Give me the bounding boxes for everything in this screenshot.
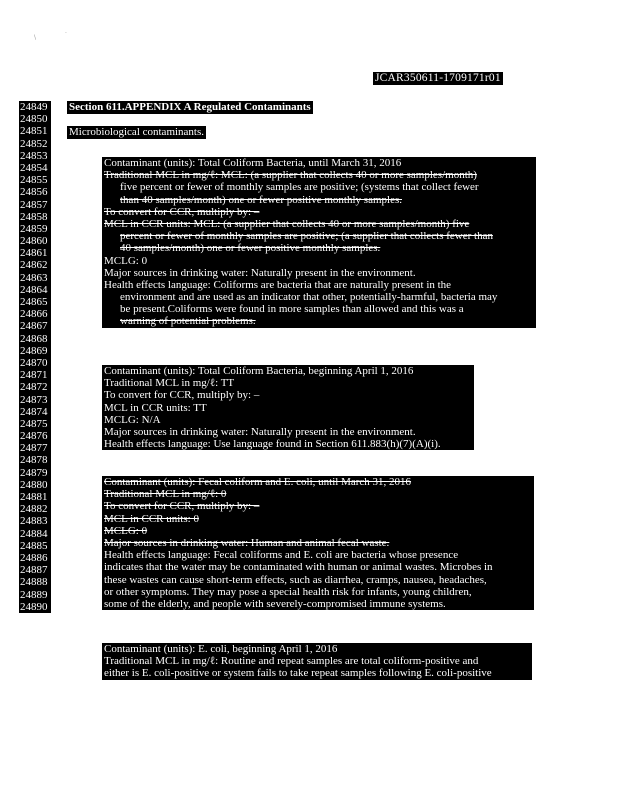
line-number: 24888: [19, 576, 51, 588]
line-number: 24875: [19, 418, 51, 430]
line-number: 24865: [19, 296, 51, 308]
line-number: 24870: [19, 357, 51, 369]
line-number: 24881: [19, 491, 51, 503]
line-number: 24856: [19, 186, 51, 198]
block1-line: 40 samples/month) one or fewer positive monthly samples.: [120, 242, 381, 255]
line-number: 24885: [19, 540, 51, 552]
line-number: 24868: [19, 333, 51, 345]
contaminant-block-total-coliform-from-2016: [102, 365, 474, 450]
line-number: 24857: [19, 199, 51, 211]
line-number: 24884: [19, 528, 51, 540]
line-number: 24858: [19, 211, 51, 223]
line-number: 24849: [19, 101, 51, 113]
block1-line: be present.Coliforms were found in more samples than allowed and this was a: [120, 303, 464, 316]
corner-mark-left: \: [34, 34, 37, 41]
line-number: 24872: [19, 381, 51, 393]
block4-line: Traditional MCL in mg/ℓ: Routine and repeat samples are total coliform-positive and: [104, 655, 479, 668]
line-number: 24878: [19, 454, 51, 466]
block3-line: MCLG: 0: [104, 524, 148, 537]
line-number: 24851: [19, 125, 51, 137]
line-number: 24853: [19, 150, 51, 162]
contaminant-block-fecal-coliform: [102, 476, 534, 610]
line-number: 24850: [19, 113, 51, 125]
block3-line: MCL in CCR units: 0: [104, 512, 199, 525]
corner-marks: [34, 30, 74, 42]
block1-line: percent or fewer of monthly samples are positive; (a supplier that collects fewer than: [120, 230, 493, 243]
line-number: 24882: [19, 503, 51, 515]
line-number: 24879: [19, 467, 51, 479]
line-number: 24886: [19, 552, 51, 564]
block1-line: Major sources in drinking water: Naturally present in the environment.: [104, 266, 416, 279]
block1-line: Health effects language: Coliforms are bacteria that are naturally present in the: [104, 278, 452, 291]
line-number: 24883: [19, 515, 51, 527]
line-number: 24852: [19, 138, 51, 150]
line-number: 24887: [19, 564, 51, 576]
block3-line: Major sources in drinking water: Human and animal fecal waste.: [104, 536, 390, 549]
line-number: 24859: [19, 223, 51, 235]
contaminant-block-total-coliform-until-2016: [102, 157, 536, 328]
block2-line: Major sources in drinking water: Naturally present in the environment.: [104, 425, 416, 438]
line-number: 24862: [19, 259, 51, 271]
block3-line: Traditional MCL in mg/ℓ: 0: [104, 488, 227, 501]
corner-mark-right: ·: [65, 30, 67, 37]
block3-line: indicates that the water may be contaminated with human or animal wastes. Microbes in: [104, 561, 493, 574]
document-code: JCAR350611-1709171r01: [375, 72, 501, 84]
block2-line: To convert for CCR, multiply by: –: [104, 389, 260, 402]
block3-line: these wastes can cause short-term effects, such as diarrhea, cramps, nausea, headaches,: [104, 573, 487, 586]
line-number: 24869: [19, 345, 51, 357]
line-number: 24863: [19, 272, 51, 284]
block1-line: MCLG: 0: [104, 254, 148, 267]
line-number: 24877: [19, 442, 51, 454]
block3-line: Contaminant (units): Fecal coliform and E. coli, until March 31, 2016: [104, 476, 412, 488]
block3-line: To convert for CCR, multiply by: –: [104, 500, 260, 513]
block1-line: Traditional MCL in mg/ℓ: MCL: (a supplier that collects 40 or more samples/month): [104, 169, 477, 182]
line-number: 24880: [19, 479, 51, 491]
line-number: 24890: [19, 601, 51, 613]
block2-line: Traditional MCL in mg/ℓ: TT: [104, 377, 235, 390]
line-number: 24866: [19, 308, 51, 320]
block3-line: Health effects language: Fecal coliforms and E. coli are bacteria whose presence: [104, 549, 459, 562]
block3-line: or other symptoms. They may pose a special health risk for infants, young children,: [104, 585, 472, 598]
block1-line: Contaminant (units): Total Coliform Bacteria, until March 31, 2016: [104, 157, 402, 169]
block1-line: warning of potential problems.: [120, 315, 256, 328]
block2-line: Health effects language: Use language found in Section 611.883(h)(7)(A)(i).: [104, 438, 441, 451]
line-number: 24860: [19, 235, 51, 247]
block2-line: MCL in CCR units: TT: [104, 401, 207, 414]
block1-line: To convert for CCR, multiply by: –: [104, 205, 260, 218]
line-number: 24855: [19, 174, 51, 186]
block2-line: MCLG: N/A: [104, 413, 161, 426]
line-number: 24874: [19, 406, 51, 418]
block2-line: Contaminant (units): Total Coliform Bacteria, beginning April 1, 2016: [104, 365, 414, 377]
line-number: 24864: [19, 284, 51, 296]
block1-line: MCL in CCR units: MCL: (a supplier that collects 40 or more samples/month) five: [104, 217, 470, 230]
line-number: 24861: [19, 247, 51, 259]
block4-line: Contaminant (units): E. coli, beginning April 1, 2016: [104, 643, 338, 655]
block1-line: five percent or fewer of monthly samples are positive; (systems that collect fewer: [120, 181, 479, 194]
line-number: 24854: [19, 162, 51, 174]
line-number: 24871: [19, 369, 51, 381]
block1-line: environment and are used as an indicator that other, potentially-harmful, bacteria may: [120, 291, 498, 304]
line-number: 24876: [19, 430, 51, 442]
section-title: Section 611.APPENDIX A Regulated Contaminants: [69, 101, 311, 113]
block3-line: some of the elderly, and people with severely-compromised immune systems.: [104, 597, 446, 610]
block4-line: either is E. coli-positive or system fails to take repeat samples following E. coli-positive: [104, 667, 492, 680]
contaminant-block-e-coli: [102, 643, 532, 680]
line-number-column: [19, 101, 51, 613]
line-number: 24873: [19, 394, 51, 406]
subsection-title: Microbiological contaminants.: [69, 126, 205, 138]
block1-line: than 40 samples/month) one or fewer positive monthly samples.: [120, 193, 402, 206]
line-number: 24889: [19, 589, 51, 601]
line-number: 24867: [19, 320, 51, 332]
